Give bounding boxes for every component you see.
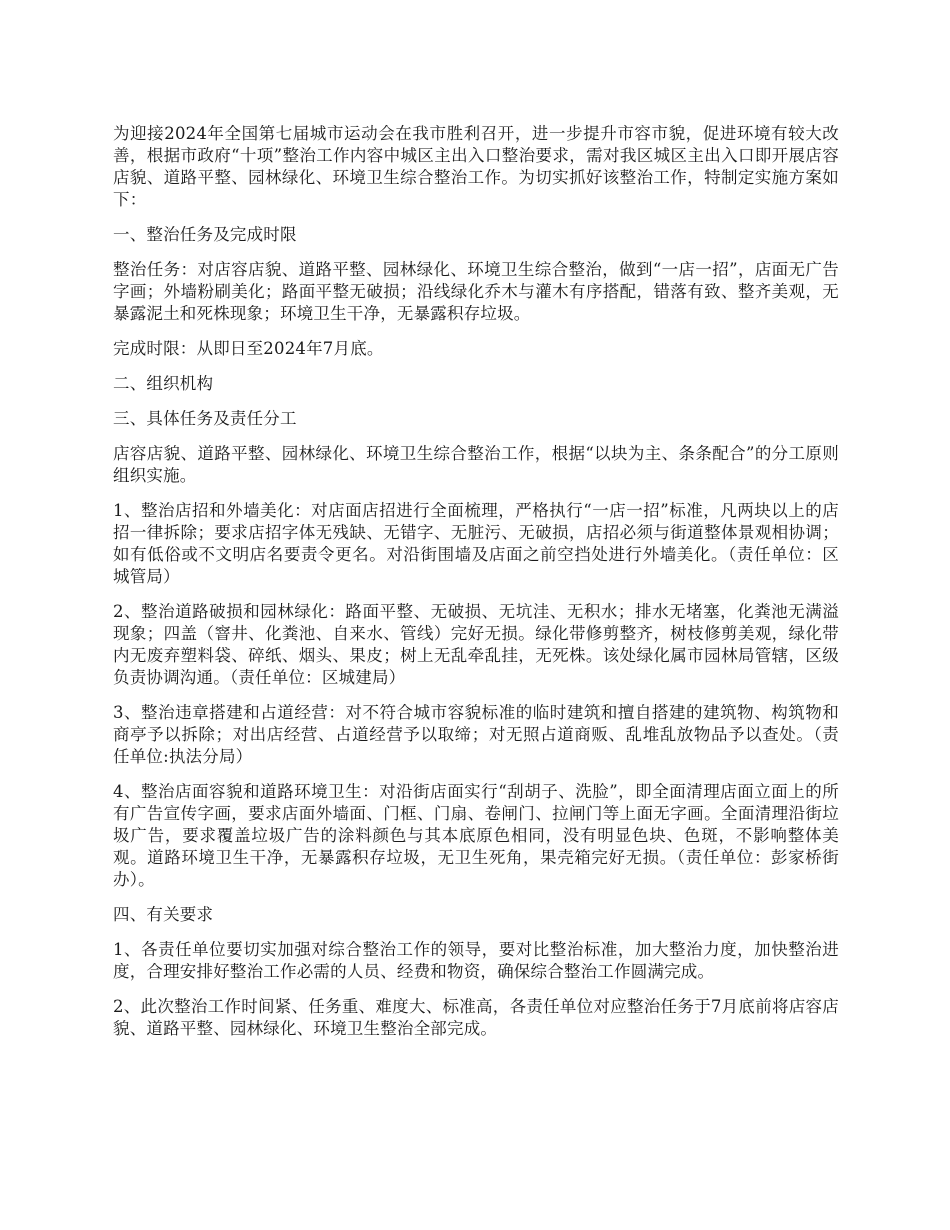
intro-paragraph: 为迎接2024年全国第七届城市运动会在我市胜利召开，进一步提升市容市貌，促进环境有较大改善，根据市政府“十项”整治工作内容中城区主出入口整治要求，需对我区城区主出入口即开展店容店貌、道路平整、园林绿化、环境卫生综合整治工作。为切实抓好该整治工作，特制定实施方案如下：	[113, 124, 839, 209]
section-heading-4: 四、有关要求	[113, 905, 214, 924]
task-item-2: 2、整治道路破损和园林绿化：路面平整、无破损、无坑洼、无积水；排水无堵塞，化粪池无满溢现象；四盖（窨井、化粪池、自来水、管线）完好无损。绿化带修剪整齐，树枝修剪美观，绿化带内无废弃塑料袋、碎纸、烟头、果皮；树上无乱牵乱挂，无死株。该处绿化属市园林局管辖，区级负责协调沟通。（责任单位：区城建局）	[113, 602, 839, 687]
deadline-paragraph: 完成时限：从即日至2024年7月底。	[113, 339, 384, 358]
division-paragraph: 店容店貌、道路平整、园林绿化、环境卫生综合整治工作，根据“以块为主、条条配合”的分工原则组织实施。	[113, 444, 839, 485]
document-body	[113, 123, 839, 1053]
task-item-3: 3、整治违章搭建和占道经营：对不符合城市容貌标准的临时建筑和擅自搭建的建筑物、构筑物和商亭予以拆除；对出店经营、占道经营予以取缔；对无照占道商贩、乱堆乱放物品予以查处。（责任单位:执法分局）	[113, 703, 839, 766]
task-paragraph: 整治任务：对店容店貌、道路平整、园林绿化、环境卫生综合整治，做到“一店一招”，店面无广告字画；外墙粉刷美化；路面平整无破损；沿线绿化乔木与灌木有序搭配，错落有致、整齐美观，无暴露泥土和死株现象；环境卫生干净，无暴露积存垃圾。	[113, 260, 839, 323]
section-heading-3: 三、具体任务及责任分工	[113, 409, 297, 428]
task-item-1: 1、整治店招和外墙美化：对店面店招进行全面梳理，严格执行“一店一招”标准，凡两块以上的店招一律拆除；要求店招字体无残缺、无错字、无脏污、无破损，店招必须与街道整体景观相协调；如有低俗或不文明店名要责令更名。对沿街围墙及店面之前空挡处进行外墙美化。（责任单位：区城管局）	[113, 501, 839, 586]
section-heading-2: 二、组织机构	[113, 374, 214, 393]
requirement-item-1: 1、各责任单位要切实加强对综合整治工作的领导，要对比整治标准，加大整治力度，加快整治进度，合理安排好整治工作必需的人员、经费和物资，确保综合整治工作圆满完成。	[113, 940, 839, 981]
requirement-item-2: 2、此次整治工作时间紧、任务重、难度大、标准高，各责任单位对应整治任务于7月底前将店容店貌、道路平整、园林绿化、环境卫生整治全部完成。	[113, 997, 839, 1038]
task-item-4: 4、整治店面容貌和道路环境卫生：对沿街店面实行“刮胡子、洗脸”，即全面清理店面立面上的所有广告宣传字画，要求店面外墙面、门框、门扇、卷闸门、拉闸门等上面无字画。全面清理沿街垃圾广告，要求覆盖垃圾广告的涂料颜色与其本底原色相同，没有明显色块、色斑，不影响整体美观。道路环境卫生干净，无暴露积存垃圾，无卫生死角，果壳箱完好无损。（责任单位：彭家桥街办）。	[113, 782, 839, 889]
section-heading-1: 一、整治任务及完成时限	[113, 225, 297, 244]
